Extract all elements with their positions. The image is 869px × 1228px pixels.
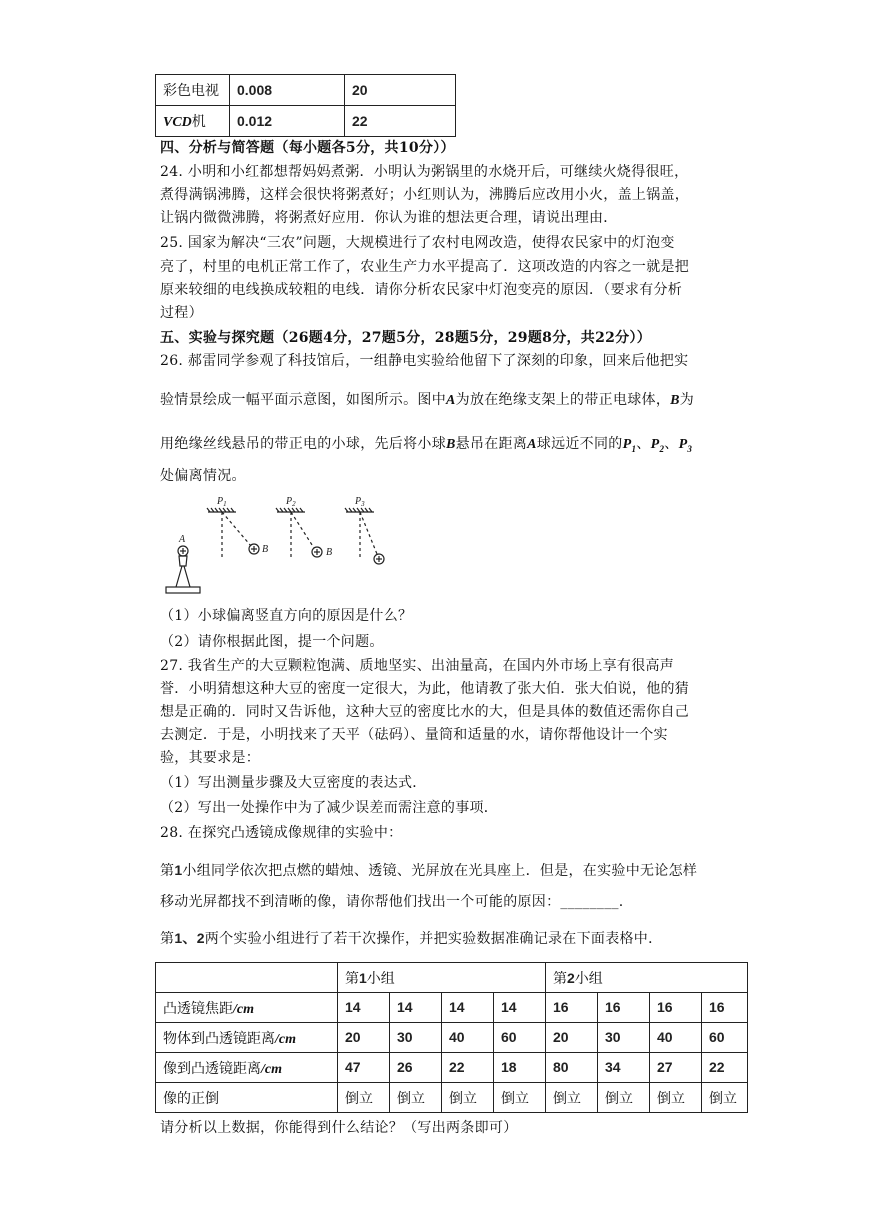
question-25-line: 25. 国家为解决“三农”问题，大规模进行了农村电网改造，使得农民家中的灯泡变 <box>160 235 675 251</box>
question-27-line: 去测定．于是，小明找来了天平（砝码）、量筒和适量的水，请你帮他设计一个实 <box>160 727 668 743</box>
group-1-header: 第1小组 <box>338 963 546 993</box>
table-cell: 倒立 <box>650 1083 702 1113</box>
table-cell: 20 <box>546 1023 598 1053</box>
table-cell: 20 <box>338 1023 390 1053</box>
row-label: 像到凸透镜距离/cm <box>156 1053 338 1083</box>
table-cell: 40 <box>650 1023 702 1053</box>
section-heading: 五、实验与探究题（26题4分，27题5分，28题5分，29题8分，共22分）） <box>160 330 652 346</box>
question-28-line: 第1小组同学依次把点燃的蜡烛、透镜、光屏放在光具座上．但是，在实验中无论怎样 <box>160 862 698 879</box>
question-26-sub: （1）小球偏离竖直方向的原因是什么？ <box>160 608 413 624</box>
table-cell: 倒立 <box>598 1083 650 1113</box>
table-cell: 80 <box>546 1053 598 1083</box>
label-b: B <box>326 547 333 558</box>
question-28-line: 移动光屏都找不到清晰的像，请你帮他们找出一个可能的原因：________. <box>160 894 624 910</box>
question-25-line: 原来较细的电线换成较粗的电线．请你分析农民家中灯泡变亮的原因．（要求有分析 <box>160 282 683 298</box>
question-28-line: 28. 在探究凸透镜成像规律的实验中： <box>160 825 403 841</box>
question-26-line: 处偏离情况。 <box>160 468 246 484</box>
table-cell: 16 <box>650 993 702 1023</box>
table-cell: 14 <box>338 993 390 1023</box>
table-cell: 16 <box>546 993 598 1023</box>
question-27-line: 27. 我省生产的大豆颗粒饱满、质地坚实、出油量高，在国内外市场上享有很高声 <box>160 658 675 674</box>
table-cell: 倒立 <box>546 1083 598 1113</box>
label-a: A <box>179 534 186 545</box>
label-p2: $P_2$ <box>286 496 296 508</box>
question-27-line: 想是正确的．同时又告诉他，这种大豆的密度比水的大，但是具体的数值还需你自己 <box>160 704 690 720</box>
question-27-line: 验，其要求是： <box>160 750 261 766</box>
label-p3: $P_3$ <box>355 496 365 508</box>
table-cell: 倒立 <box>390 1083 442 1113</box>
group-2-header: 第2小组 <box>546 963 748 993</box>
question-24-line: 让锅内微微沸腾，将粥煮好应用．你认为谁的想法更合理，请说出理由． <box>160 210 618 226</box>
table-cell: 30 <box>390 1023 442 1053</box>
table-cell: VCD机 <box>156 106 230 137</box>
table-cell: 22 <box>345 106 456 137</box>
electrostatic-figure <box>160 494 400 600</box>
table-cell: 26 <box>390 1053 442 1083</box>
appliance-table <box>155 74 456 137</box>
question-28-final: 请分析以上数据，你能得到什么结论？（写出两条即可） <box>160 1120 518 1136</box>
table-cell: 20 <box>345 75 456 106</box>
table-cell: 14 <box>494 993 546 1023</box>
section-heading: 四、分析与简答题（每小题各5分，共10分）） <box>160 140 455 156</box>
label-b: B <box>262 544 269 555</box>
table-cell: 14 <box>390 993 442 1023</box>
question-27-sub: （1）写出测量步骤及大豆密度的表达式． <box>160 775 427 791</box>
table-cell: 22 <box>442 1053 494 1083</box>
table-cell: 倒立 <box>702 1083 748 1113</box>
question-26-sub: （2）请你根据此图，提一个问题。 <box>160 634 384 650</box>
table-cell <box>156 963 338 993</box>
question-27-line: 誉．小明猜想这种大豆的密度一定很大，为此，他请教了张大伯．张大伯说，他的猜 <box>160 681 690 697</box>
table-cell: 倒立 <box>338 1083 390 1113</box>
lens-data-table <box>155 962 748 1113</box>
question-24-line: 煮得满锅沸腾，这样会很快将粥煮好；小红则认为，沸腾后应改用小火，盖上锅盖， <box>160 187 690 203</box>
question-26-line: 用绝缘丝线悬吊的带正电的小球，先后将小球B悬吊在距离A球远近不同的$P_1$、$P_2$、$P_3$ <box>160 436 693 454</box>
table-cell: 0.012 <box>230 106 345 137</box>
question-26-line: 验情景绘成一幅平面示意图，如图所示。图中A为放在绝缘支架上的带正电球体，B为 <box>160 392 695 408</box>
table-cell: 14 <box>442 993 494 1023</box>
table-cell: 27 <box>650 1053 702 1083</box>
row-label: 物体到凸透镜距离/cm <box>156 1023 338 1053</box>
table-row <box>156 1053 748 1083</box>
question-26-line: 26. 郝雷同学参观了科技馆后，一组静电实验给他留下了深刻的印象，回来后他把实 <box>160 353 689 369</box>
question-25-line: 过程） <box>160 305 203 321</box>
row-label: 像的正倒 <box>156 1083 338 1113</box>
row-label: 凸透镜焦距/cm <box>156 993 338 1023</box>
table-cell: 60 <box>494 1023 546 1053</box>
question-24-line: 24. 小明和小红都想帮妈妈煮粥．小明认为粥锅里的水烧开后，可继续火烧得很旺， <box>160 164 689 180</box>
table-cell: 16 <box>702 993 748 1023</box>
table-cell: 40 <box>442 1023 494 1053</box>
table-cell: 倒立 <box>442 1083 494 1113</box>
table-cell: 22 <box>702 1053 748 1083</box>
table-cell: 34 <box>598 1053 650 1083</box>
label-p1: $P_1$ <box>217 496 227 508</box>
table-cell: 0.008 <box>230 75 345 106</box>
table-cell: 倒立 <box>494 1083 546 1113</box>
table-cell: 16 <box>598 993 650 1023</box>
table-row <box>156 1023 748 1053</box>
table-cell: 彩色电视 <box>156 75 230 106</box>
table-cell: 47 <box>338 1053 390 1083</box>
table-row <box>156 75 456 106</box>
table-row <box>156 1083 748 1113</box>
table-cell: 18 <box>494 1053 546 1083</box>
table-row <box>156 106 456 137</box>
question-27-sub: （2）写出一处操作中为了减少误差而需注意的事项． <box>160 800 499 816</box>
table-row <box>156 993 748 1023</box>
table-cell: 30 <box>598 1023 650 1053</box>
question-25-line: 亮了，村里的电机正常工作了，农业生产力水平提高了．这项改造的内容之一就是把 <box>160 259 690 275</box>
table-header-row <box>156 963 748 993</box>
question-28-line: 第1、2两个实验小组进行了若干次操作，并把实验数据准确记录在下面表格中． <box>160 930 663 947</box>
table-cell: 60 <box>702 1023 748 1053</box>
